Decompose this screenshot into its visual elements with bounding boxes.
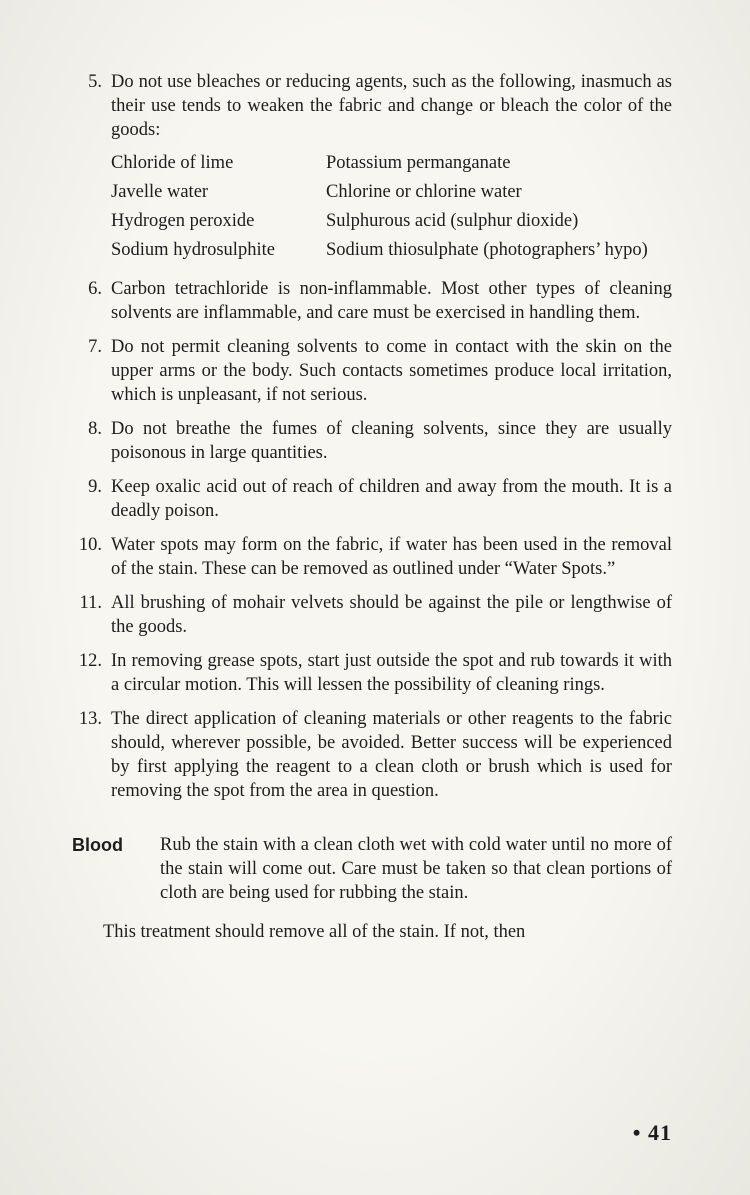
- item-body: [111, 277, 672, 325]
- item-body: [111, 591, 672, 639]
- page-number: • 41: [632, 1120, 672, 1145]
- blood-paragraph-1: Rub the stain with a clean cloth wet with cold water until no more of the stain will come out. Care must be taken so that clean portions of cloth are being used for rubbing the stain.: [160, 835, 672, 903]
- chemical-name: Potassium permanganate: [326, 153, 511, 173]
- chemical-name: Sodium thiosulphate (photographers’ hypo): [326, 240, 648, 260]
- chemical-name: Sulphurous acid (sulphur dioxide): [326, 211, 579, 231]
- item-number: 6.: [88, 279, 102, 299]
- blood-section: [72, 833, 672, 944]
- list-item: [72, 533, 672, 581]
- item-text: Water spots may form on the fabric, if water has been used in the removal of the stain. These can be removed as outlined under “Water Spots.”: [111, 535, 672, 579]
- item-number: 13.: [78, 709, 102, 729]
- chemical-row: [111, 151, 672, 175]
- item-text: Do not use bleaches or reducing agents, such as the following, inasmuch as their use tends to weaken the fabric and change or bleach the color of the goods:: [111, 72, 672, 140]
- chemical-row: [111, 209, 672, 233]
- item-text: Keep oxalic acid out of reach of children and away from the mouth. It is a deadly poison.: [111, 477, 672, 521]
- list-item: [72, 707, 672, 803]
- list-item: [72, 70, 672, 267]
- item-text: In removing grease spots, start just outside the spot and rub towards it with a circular motion. This will lessen the possibility of cleaning rings.: [111, 651, 672, 695]
- chemical-list: [111, 151, 672, 262]
- chemical-row: [111, 238, 672, 262]
- item-text: Do not breathe the fumes of cleaning solvents, since they are usually poisonous in large quantities.: [111, 419, 672, 463]
- chemical-name: Javelle water: [111, 182, 209, 202]
- item-number: 7.: [88, 337, 102, 357]
- chemical-name: Sodium hydrosulphite: [111, 240, 275, 260]
- item-text: Do not permit cleaning solvents to come in contact with the skin on the upper arms or the body. Such contacts sometimes produce local irritation, which is unpleasant, if not serious.: [111, 337, 672, 405]
- item-number: 8.: [88, 419, 102, 439]
- chemical-row: [111, 180, 672, 204]
- item-body: [111, 707, 672, 803]
- chemical-name: Chlorine or chlorine water: [326, 182, 522, 202]
- list-item: [72, 417, 672, 465]
- item-text: The direct application of cleaning materials or other reagents to the fabric should, wherever possible, be avoided. Better success will be experienced by first applying the reagent to a clean cloth or brush which is used for removing the spot from the area in question.: [111, 709, 672, 801]
- item-body: [111, 335, 672, 407]
- list-item: [72, 591, 672, 639]
- item-number: 12.: [78, 651, 102, 671]
- list-item: [72, 335, 672, 407]
- item-text: Carbon tetrachloride is non-inflammable. Most other types of cleaning solvents are inflammable, and care must be exercised in handling them.: [111, 279, 672, 323]
- item-number: 5.: [88, 72, 102, 92]
- item-number: 10.: [78, 535, 102, 555]
- list-item: [72, 649, 672, 697]
- page-content: [72, 70, 672, 944]
- item-body: [111, 70, 672, 267]
- section-heading-blood: Blood: [72, 835, 123, 855]
- blood-heading-container: [72, 833, 160, 883]
- item-number: 9.: [88, 477, 102, 497]
- chemical-name: Chloride of lime: [111, 153, 234, 173]
- list-item: [72, 475, 672, 523]
- item-body: [111, 475, 672, 523]
- list-item: [72, 277, 672, 325]
- blood-paragraph-2: This treatment should remove all of the stain. If not, then: [103, 922, 526, 942]
- item-body: [111, 649, 672, 697]
- item-number: 11.: [79, 593, 102, 613]
- item-body: [111, 533, 672, 581]
- chemical-name: Hydrogen peroxide: [111, 211, 255, 231]
- item-text: All brushing of mohair velvets should be against the pile or lengthwise of the goods.: [111, 593, 672, 637]
- item-body: [111, 417, 672, 465]
